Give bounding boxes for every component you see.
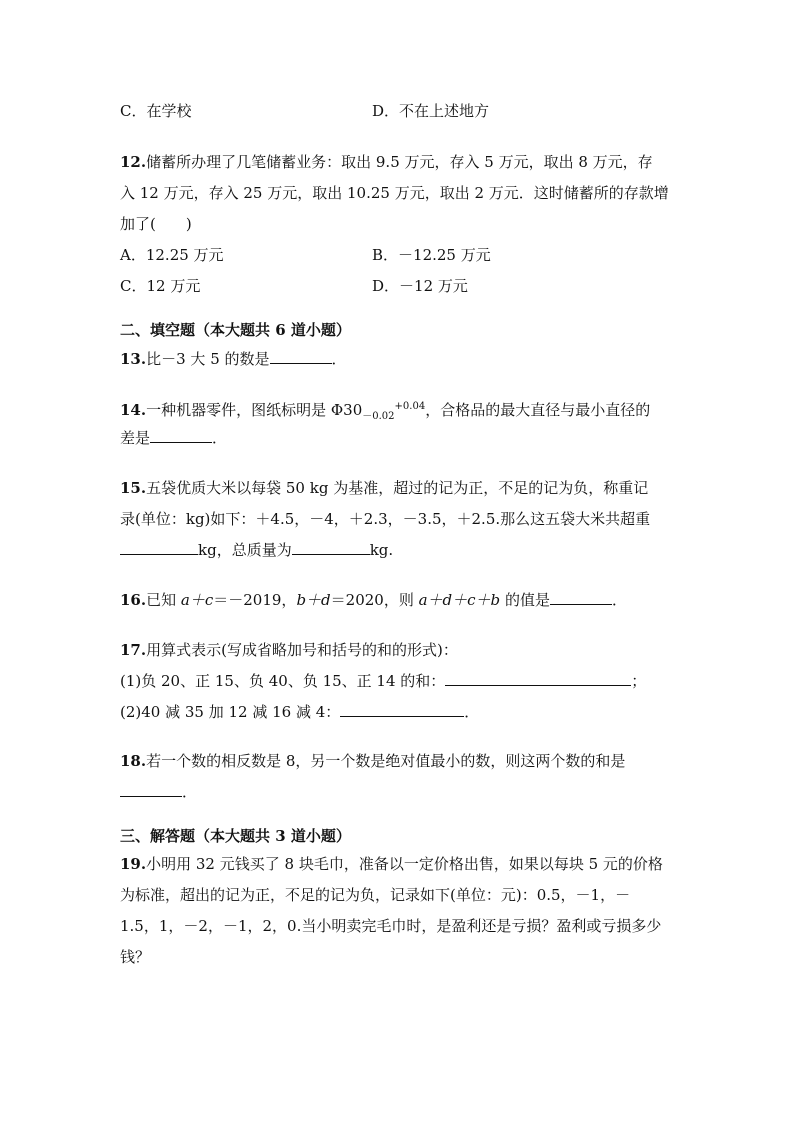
q12-line2: 入 12 万元，存入 25 万元，取出 10.25 万元，取出 2 万元．这时储蓄所的存款增 — [120, 184, 669, 202]
answer-blank — [150, 428, 212, 443]
math-expression: a＋d＋c＋b — [418, 591, 501, 609]
q16 — [120, 590, 627, 610]
q12-option-a: A．12.25 万元 — [120, 246, 224, 264]
question-number: 12. — [120, 153, 147, 171]
q18-line1 — [120, 751, 625, 771]
q11-option-d: D．不在上述地方 — [372, 102, 490, 120]
question-text: kg，总质量为 — [198, 541, 292, 559]
answer-blank — [120, 782, 182, 797]
section-heading-answer: 三、解答题（本大题共 3 道小题） — [120, 827, 351, 845]
question-text-end: ． — [212, 429, 228, 447]
answer-blank — [445, 671, 631, 686]
q19-line1 — [120, 854, 663, 874]
question-number: 15. — [120, 479, 147, 497]
q17-intro — [120, 640, 458, 660]
q12-line1 — [120, 152, 653, 172]
question-text: 若一个数的相反数是 8，另一个数是绝对值最小的数，则这两个数的和是 — [146, 752, 626, 770]
question-text: ，合格品的最大直径与最小直径的 — [425, 401, 651, 419]
question-text: 储蓄所办理了几笔储蓄业务：取出 9.5 万元，存入 5 万元，取出 8 万元，存 — [146, 153, 653, 171]
question-text: 用算式表示(写成省略加号和括号的和的形式)： — [146, 641, 458, 659]
question-number: 18. — [120, 752, 147, 770]
answer-blank — [270, 349, 332, 364]
q14-line1 — [120, 397, 650, 427]
question-text: (1)负 20、正 15、负 40、负 15、正 14 的和： — [120, 672, 446, 690]
q15-line1 — [120, 478, 648, 498]
question-text: 比－3 大 5 的数是 — [146, 350, 270, 368]
question-text-end: ． — [464, 703, 480, 721]
question-number: 19. — [120, 855, 147, 873]
question-text: ＝－2019， — [213, 591, 297, 609]
q17-part1 — [120, 671, 646, 691]
q12-option-c: C．12 万元 — [120, 277, 201, 295]
math-expression: b＋d — [296, 591, 331, 609]
q19-line3: 1.5，1，－2，－1，2，0.当小明卖完毛巾时，是盈利还是亏损？盈利或亏损多少 — [120, 917, 662, 935]
q19-line2: 为标准，超出的记为正，不足的记为负，记录如下(单位：元)：0.5，－1，－ — [120, 886, 631, 904]
question-text-end: ． — [331, 350, 347, 368]
question-text: 差是 — [120, 429, 151, 447]
question-text-end: kg. — [369, 541, 394, 559]
q12-line3: 加了( ) — [120, 215, 192, 233]
question-number: 13. — [120, 350, 147, 368]
question-text: 一种机器零件，图纸标明是 Φ30 — [146, 401, 363, 419]
tolerance-lower: －0.02 — [362, 411, 395, 422]
q18-line2 — [120, 782, 197, 802]
answer-blank — [550, 590, 612, 605]
q15-line3 — [120, 540, 393, 560]
q19-line4: 钱？ — [120, 948, 151, 966]
tolerance-upper: +0.04 — [394, 401, 426, 412]
question-text-end: ． — [611, 591, 627, 609]
question-text: 的值是 — [500, 591, 550, 609]
answer-blank — [292, 540, 370, 555]
question-text: (2)40 减 35 加 12 减 16 减 4： — [120, 703, 341, 721]
question-text: ＝2020，则 — [330, 591, 419, 609]
question-text: 小明用 32 元钱买了 8 块毛巾，准备以一定价格出售，如果以每块 5 元的价格 — [146, 855, 663, 873]
q12-option-b: B．－12.25 万元 — [372, 246, 491, 264]
question-text: 五袋优质大米以每袋 50 kg 为基准，超过的记为正，不足的记为负，称重记 — [146, 479, 649, 497]
math-expression: a＋c — [180, 591, 214, 609]
q12-option-d: D．－12 万元 — [372, 277, 468, 295]
question-number: 17. — [120, 641, 147, 659]
q15-line2: 录(单位：kg)如下：＋4.5，－4，＋2.3，－3.5，＋2.5.那么这五袋大米共超重 — [120, 510, 651, 528]
q11-option-c: C．在学校 — [120, 102, 192, 120]
question-text-end: ． — [182, 783, 198, 801]
q17-part2 — [120, 702, 479, 722]
answer-blank — [340, 702, 464, 717]
question-number: 14. — [120, 401, 147, 419]
question-text: 已知 — [146, 591, 181, 609]
section-heading-fill-blank: 二、填空题（本大题共 6 道小题） — [120, 321, 351, 339]
q13 — [120, 349, 347, 369]
q14-line2 — [120, 428, 227, 448]
answer-blank — [120, 540, 198, 555]
question-number: 16. — [120, 591, 147, 609]
question-text-end: ； — [631, 672, 647, 690]
